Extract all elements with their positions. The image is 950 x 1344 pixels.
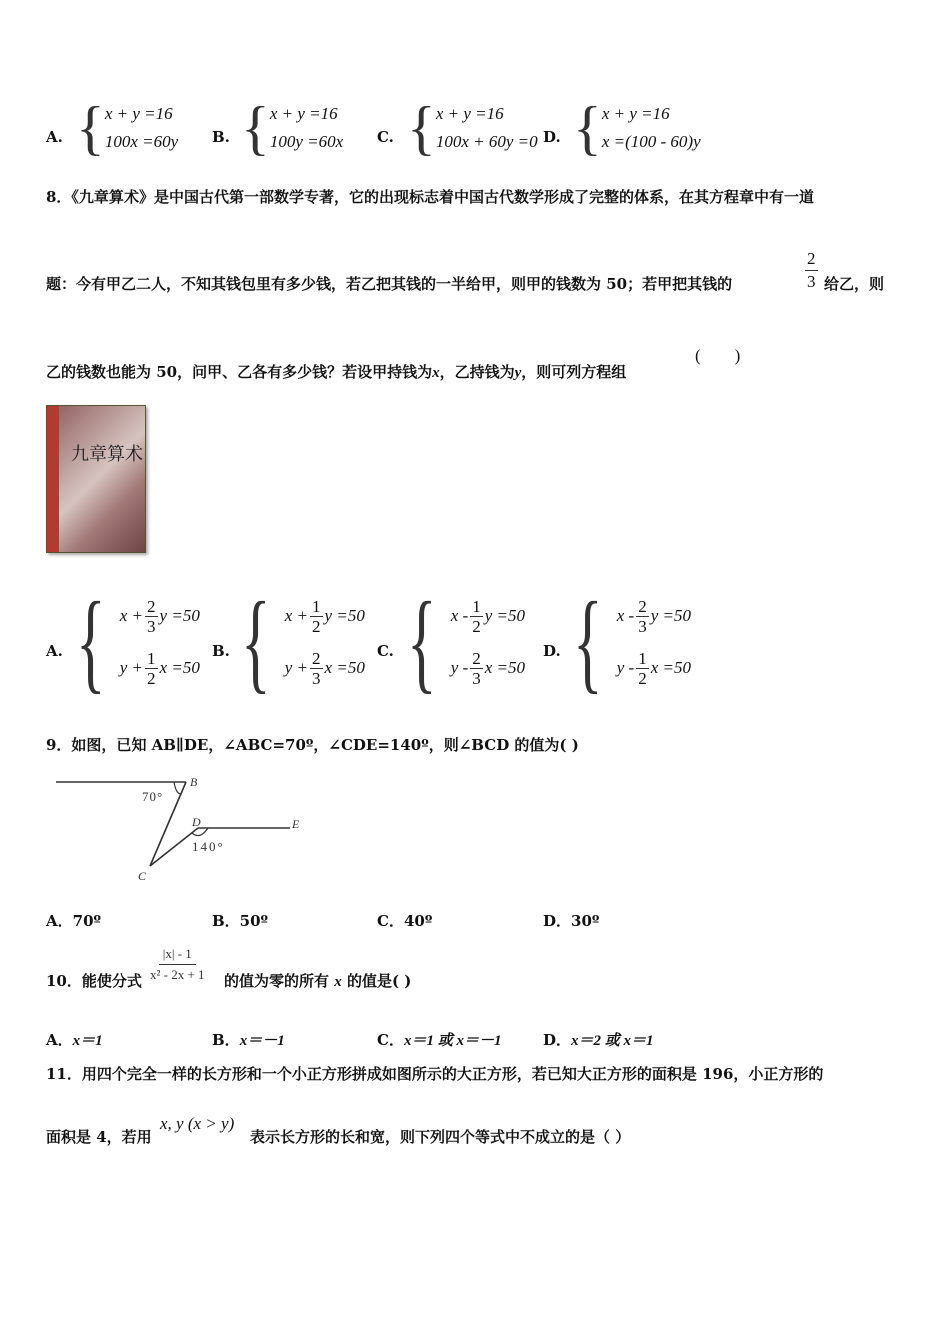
point-d-label: D [192,815,201,829]
q10-option-c [377,1029,501,1050]
term: y + [284,658,309,677]
q7-option-c-system [407,95,538,161]
term: x =50 [650,658,692,677]
book-cover-image [46,405,146,553]
term: y - [450,658,469,677]
q8-line-3 [46,361,626,382]
term: x - [616,606,635,625]
q11-line-2: 面积是 4，若用 [46,1128,152,1146]
q10-option-a [46,1029,103,1050]
brace-icon: { [407,95,436,161]
q7-option-b-system [241,95,344,161]
term: y =50 [159,606,200,625]
fraction-numerator: 1 [472,596,481,616]
answer-paren: ( ) [695,346,741,365]
point-e-label: E [292,817,300,831]
q8-option-c-system [407,580,526,704]
q7-option-a-system [76,95,179,161]
fraction-numerator: 2 [638,596,647,616]
q10-suffix-text: 的值为零的所有 [224,972,330,990]
angle-arc-b [174,782,181,794]
term: y =50 [650,606,692,625]
q9-option-c: C．40º [377,912,433,930]
brace-icon: { [407,580,437,704]
q10-option-d [543,1029,654,1050]
q9-option-b: B．50º [212,912,269,930]
fraction-numerator: 2 [312,648,321,668]
term: x =50 [484,658,526,677]
fraction-denominator: 3 [638,616,647,636]
brace-icon: { [76,580,106,704]
term: y =50 [484,606,526,625]
term: x + [284,606,309,625]
option-value: x＝2 或 x＝1 [571,1033,654,1049]
equation: x + y =16 [104,104,173,123]
option-letter: C． [377,1031,404,1049]
q9-geometry-figure [50,770,320,885]
q8-line-1: 8．《九章算术》是中国古代第一部数学专著，它的出现标志着中国古代数学形成了完整的体系，在其方程章中有一道 [46,188,814,206]
q8-line-3-end: ，则可列方程组 [521,363,627,381]
equation: x + y =16 [435,104,504,123]
term: y - [616,658,635,677]
q8-line-2-text: 题：今有甲乙二人，不知其钱包里有多少钱，若乙把其钱的一半给甲，则甲的钱数为 50；若甲把其钱的 [46,275,733,293]
q8-line-3-text: 乙的钱数也能为 50，问甲、乙各有多少钱？若设甲持钱为 [46,363,433,381]
term: x =50 [159,658,200,677]
brace-icon: { [241,95,270,161]
q8-line-3-sep: ，乙持钱为 [439,363,515,381]
option-letter: A． [46,1031,73,1049]
book-title: 九章算术 [71,444,143,465]
q7-option-d-system [573,95,701,161]
q11-math: x, y (x > y) [160,1114,235,1133]
fraction-denominator: 3 [147,616,156,636]
option-value: x＝1 或 x＝－1 [403,1033,502,1049]
q11-line-1: 11．用四个完全一样的长方形和一个小正方形拼成如图所示的大正方形，若已知大正方形的面积是 196，小正方形的 [46,1065,824,1083]
point-b-label: B [190,775,198,789]
equation: x =(100 - 60)y [601,132,701,151]
q9-option-d: D．30º [543,912,600,930]
point-c-label: C [138,869,147,883]
term: y + [119,658,144,677]
q10-option-b [212,1029,285,1050]
fraction-denominator: 2 [147,668,156,688]
fraction-denominator: 3 [472,668,481,688]
variable-y: y [514,365,522,381]
q8-option-d-label: D. [543,642,561,660]
q9-option-a: A．70º [46,912,102,930]
fraction-numerator: 2 [805,248,818,271]
brace-icon: { [573,95,602,161]
q8-option-a-label: A. [46,642,63,660]
term: x =50 [324,658,365,677]
q8-option-c-label: C. [377,642,394,660]
fraction-numerator: 1 [638,648,647,668]
q7-option-a-label: A. [46,128,63,146]
term: y =50 [324,606,365,625]
fraction-denominator: 3 [807,272,816,291]
equation: 100y =60x [269,132,344,151]
brace-icon: { [76,95,105,161]
q8-option-b-label: B. [212,642,230,660]
equation: x + y =16 [601,104,670,123]
book-spine [47,406,59,552]
option-value: x＝1 [72,1033,103,1049]
q8-option-d-system [573,580,692,704]
option-letter: D． [543,1031,572,1049]
variable-x: x [334,974,342,990]
equation: 100x + 60y =0 [435,132,538,151]
fraction-denominator: 2 [472,616,481,636]
fraction-numerator: 1 [147,648,156,668]
fraction-numerator: |x| - 1 [159,944,196,965]
line-cd [150,828,198,866]
q8-option-a-system [76,580,200,704]
q10-suffix [224,970,411,991]
fraction-numerator: 2 [147,596,156,616]
brace-icon: { [573,580,603,704]
option-letter: B． [212,1031,240,1049]
q10-suffix-end: 的值是( ) [346,972,412,990]
q10-prefix: 10．能使分式 [46,972,142,990]
q11-line-2-end: 表示长方形的长和宽，则下列四个等式中不成立的是（ ） [250,1128,631,1146]
q9-stem: 9．如图，已知 AB∥DE，∠ABC=70º，∠CDE=140º，则∠BCD 的值为( ) [46,736,579,754]
variable-x: x [432,365,440,381]
fraction-denominator: 2 [312,616,321,636]
fraction-numerator: 2 [472,648,481,668]
equation: x + y =16 [269,104,338,123]
q7-option-c-label: C. [377,128,394,146]
q7-option-b-label: B. [212,128,230,146]
q8-option-b-system [241,580,365,704]
angle-140-label: 140° [192,839,225,854]
fraction-denominator: 2 [638,668,647,688]
fraction-numerator: 1 [312,596,321,616]
fraction-denominator: 3 [312,668,321,688]
q8-fraction [803,248,820,293]
term: x - [450,606,469,625]
equation: 100x =60y [104,132,179,151]
q8-line-2-end: 给乙，则 [824,275,885,293]
fraction-denominator: x² - 2x + 1 [150,967,205,982]
angle-70-label: 70° [142,789,164,804]
term: x + [119,606,144,625]
brace-icon: { [241,580,271,704]
option-value: x＝－1 [239,1033,285,1049]
q8-line-2 [46,273,732,294]
q10-fraction [148,944,207,985]
q7-option-d-label: D. [543,128,561,146]
